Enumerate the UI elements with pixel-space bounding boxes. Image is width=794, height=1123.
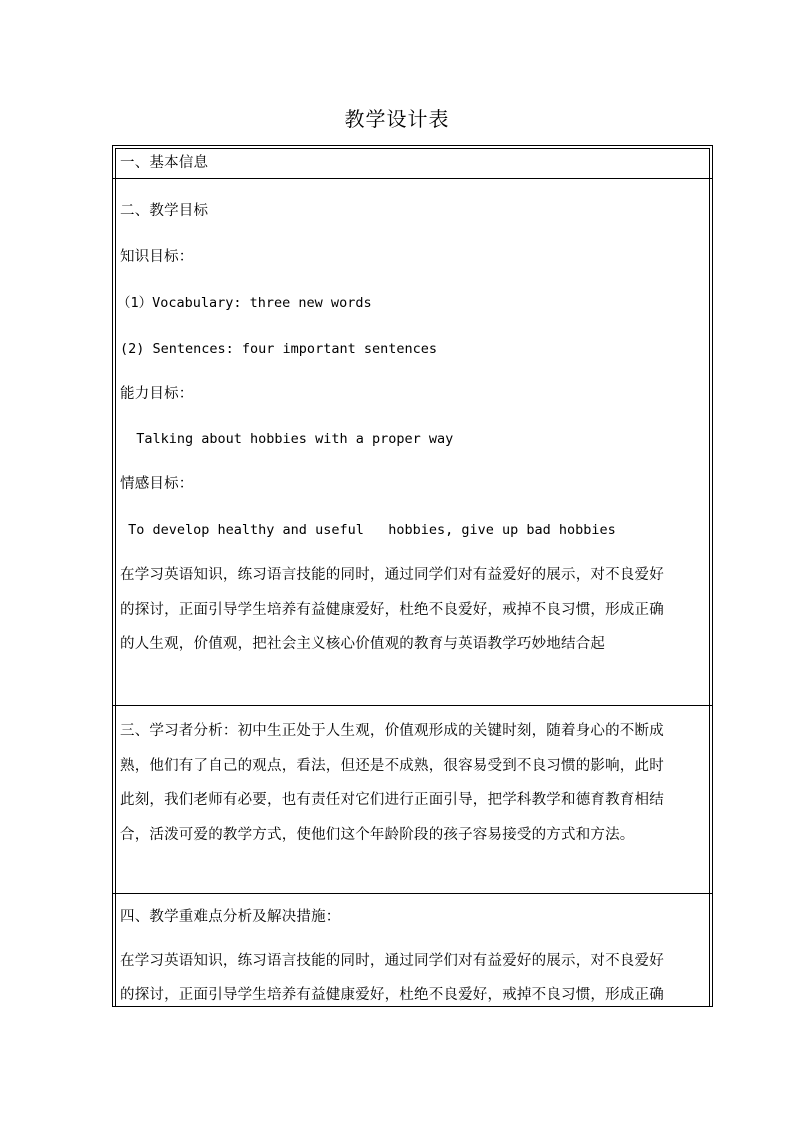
objectives-heading: 二、教学目标	[120, 203, 209, 219]
emotion-text: To develop healthy and useful hobbies, give up bad hobbies	[120, 522, 616, 538]
knowledge-label: 知识目标：	[120, 249, 194, 265]
row-teaching-objectives	[113, 178, 712, 706]
objectives-paragraph-line: 的探讨，正面引导学生培养有益健康爱好，杜绝不良爱好，戒掉不良习惯，形成正确	[120, 602, 664, 618]
objectives-paragraph-line: 的人生观，价值观，把社会主义核心价值观的教育与英语教学巧妙地结合起	[120, 636, 606, 652]
basic-info-heading: 一、基本信息	[120, 155, 209, 171]
knowledge-item-vocabulary: （1）Vocabulary: three new words	[117, 295, 372, 311]
design-table	[112, 145, 713, 1007]
learner-analysis-line: 此刻，我们老师有必要，也有责任对它们进行正面引导，把学科教学和德育教育相结	[120, 792, 664, 808]
objectives-paragraph-line: 在学习英语知识，练习语言技能的同时，通过同学们对有益爱好的展示，对不良爱好	[120, 567, 664, 583]
learner-analysis-line: 三、学习者分析：初中生正处于人生观，价值观形成的关键时刻，随着身心的不断成	[120, 723, 664, 739]
ability-text: Talking about hobbies with a proper way	[120, 431, 454, 447]
document-title: 教学设计表	[344, 107, 450, 131]
learner-analysis-line: 合，活泼可爱的教学方式，使他们这个年龄阶段的孩子容易接受的方式和方法。	[120, 827, 635, 843]
ability-label: 能力目标：	[120, 386, 194, 402]
emotion-label: 情感目标：	[120, 476, 194, 492]
key-difficulties-line: 在学习英语知识，练习语言技能的同时，通过同学们对有益爱好的展示，对不良爱好	[120, 953, 664, 969]
key-difficulties-line: 的探讨，正面引导学生培养有益健康爱好，杜绝不良爱好，戒掉不良习惯，形成正确	[120, 987, 664, 1003]
knowledge-item-sentences: (2) Sentences: four important sentences	[120, 341, 437, 357]
row-basic-info	[113, 146, 712, 178]
learner-analysis-line: 熟，他们有了自己的观点，看法，但还是不成熟，很容易受到不良习惯的影响，此时	[120, 758, 664, 774]
row-key-difficulties	[113, 893, 712, 1007]
key-difficulties-heading: 四、教学重难点分析及解决措施：	[120, 909, 341, 925]
row-learner-analysis	[113, 705, 712, 894]
